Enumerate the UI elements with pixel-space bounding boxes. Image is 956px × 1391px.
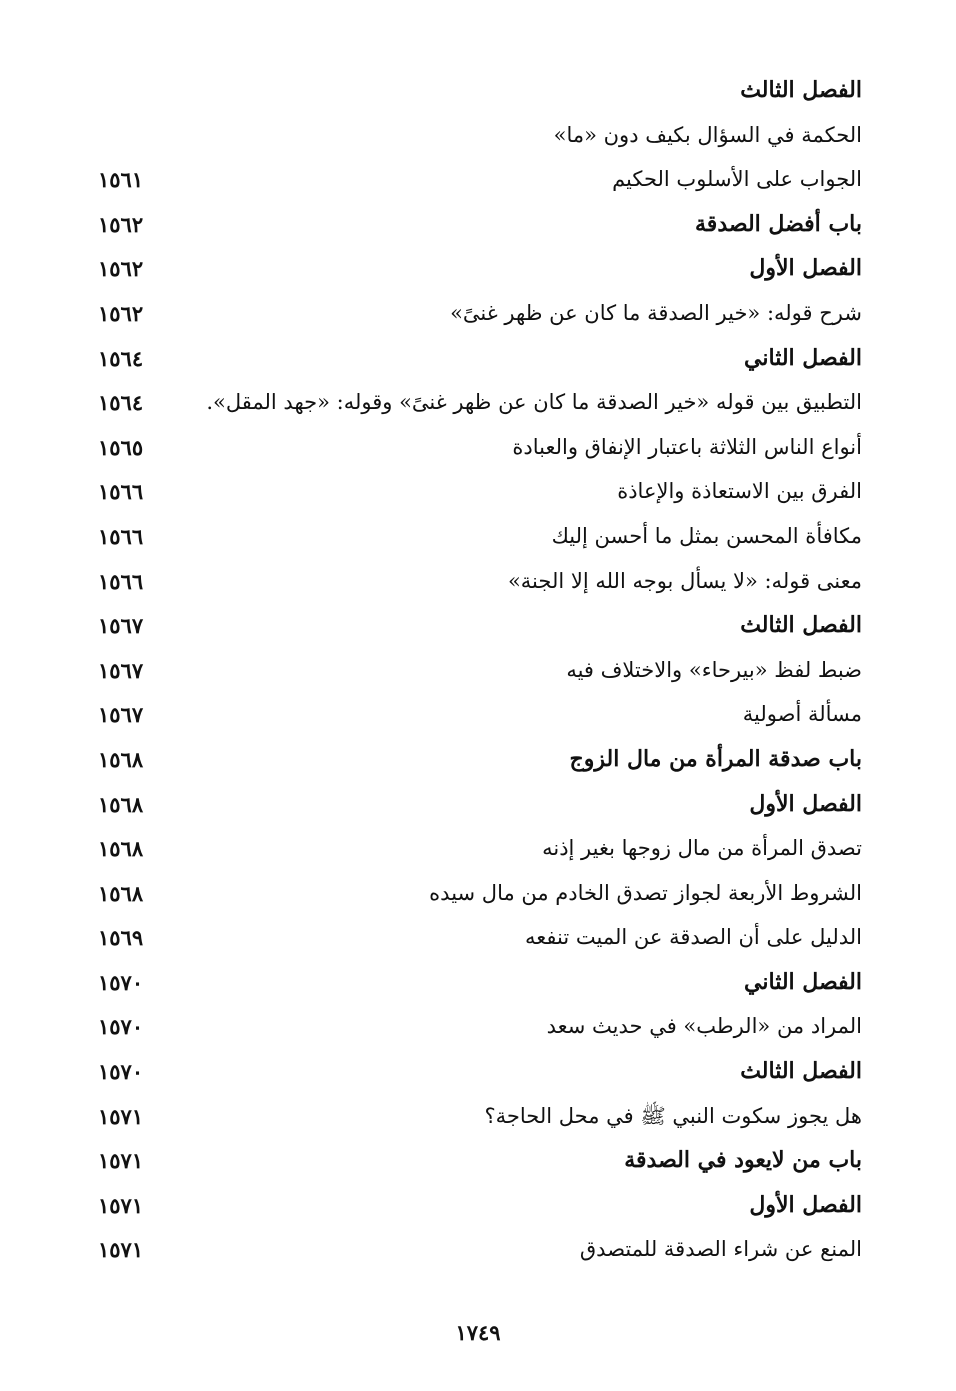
toc-entry-title: الشروط الأربعة لجواز تصدق الخادم من مال سيده <box>429 880 862 905</box>
toc-entry-row <box>96 829 866 874</box>
toc-entry-row <box>96 695 866 740</box>
toc-page-number: ١٥٦٦ <box>98 568 144 594</box>
toc-page-number: ١٥٦٢ <box>98 300 144 326</box>
toc-page-number: ١٥٧١ <box>98 1237 144 1263</box>
toc-entry-title: ضبط لفظ «بيرحاء» والاختلاف فيه <box>566 657 862 682</box>
toc-entry-title: تصدق المرأة من مال زوجها بغير إذنه <box>542 836 862 861</box>
toc-heading-title: الفصل الثالث <box>740 612 862 639</box>
table-of-contents <box>96 71 866 1275</box>
toc-page-number: ١٥٦٧ <box>98 613 144 639</box>
toc-heading-title: باب صدقة المرأة من مال الزوج <box>569 745 862 772</box>
toc-page-number: ١٥٦٧ <box>98 702 144 728</box>
toc-heading-row <box>96 249 866 294</box>
toc-entry-title: شرح قوله: «خير الصدقة ما كان عن ظهر غنىً» <box>450 300 862 325</box>
toc-heading-row <box>96 963 866 1008</box>
toc-heading-title: الفصل الثالث <box>740 1058 862 1085</box>
toc-entry-row <box>96 562 866 607</box>
toc-page-number: ١٥٦٢ <box>98 211 144 237</box>
toc-entry-title: أنواع الناس الثلاثة باعتبار الإنفاق والعبادة <box>512 434 862 459</box>
toc-page-number: ١٥٦١ <box>98 167 144 193</box>
toc-heading-title: باب من لايعود في الصدقة <box>624 1147 862 1174</box>
toc-entry-row <box>96 116 866 161</box>
toc-page-number: ١٥٦٨ <box>98 746 144 772</box>
toc-entry-title: مسألة أصولية <box>742 702 862 727</box>
page-number: ١٧٤٩ <box>455 1320 501 1345</box>
toc-entry-title: المراد من «الرطب» في حديث سعد <box>546 1014 862 1039</box>
toc-page-number: ١٥٧٠ <box>98 1014 144 1040</box>
toc-heading-row <box>96 785 866 830</box>
toc-entry-row <box>96 1007 866 1052</box>
toc-heading-title: الفصل الأول <box>749 1191 862 1218</box>
toc-page-number: ١٥٦٨ <box>98 791 144 817</box>
toc-page-number: ١٥٦٨ <box>98 836 144 862</box>
toc-heading-row <box>96 1052 866 1097</box>
toc-page-number: ١٥٦٥ <box>98 434 144 460</box>
toc-entry-row <box>96 651 866 696</box>
toc-entry-row <box>96 874 866 919</box>
toc-page-number: ١٥٧١ <box>98 1192 144 1218</box>
toc-page-number: ١٥٦٨ <box>98 880 144 906</box>
toc-page-number: ١٥٧١ <box>98 1148 144 1174</box>
toc-entry-title: الدليل على أن الصدقة عن الميت تنفعه <box>525 925 862 950</box>
toc-entry-row <box>96 472 866 517</box>
toc-entry-row <box>96 428 866 473</box>
toc-entry-row <box>96 294 866 339</box>
toc-entry-title: المنع عن شراء الصدقة للمتصدق <box>579 1237 862 1262</box>
toc-heading-title: الفصل الثاني <box>744 968 862 995</box>
toc-entry-title: الفرق بين الاستعاذة والإعاذة <box>617 479 862 504</box>
toc-heading-row <box>96 1186 866 1231</box>
toc-entry-row <box>96 918 866 963</box>
toc-heading-row <box>96 606 866 651</box>
toc-page-number: ١٥٦٦ <box>98 523 144 549</box>
toc-page-number: ١٥٦٤ <box>98 345 144 371</box>
toc-page-number: ١٥٦٤ <box>98 390 144 416</box>
toc-page-number: ١٥٦٩ <box>98 925 144 951</box>
toc-entry-title: معنى قوله: «لا يسأل بوجه الله إلا الجنة» <box>507 568 862 593</box>
toc-heading-row <box>96 71 866 116</box>
toc-heading-title: باب أفضل الصدقة <box>695 210 862 237</box>
toc-entry-title: الجواب على الأسلوب الحكيم <box>612 167 862 192</box>
toc-entry-title: مكافأة المحسن بمثل ما أحسن إليك <box>551 523 862 548</box>
toc-page-number: ١٥٧١ <box>98 1103 144 1129</box>
toc-entry-title: الحكمة في السؤال بكيف دون «ما» <box>553 122 862 147</box>
toc-heading-row <box>96 339 866 384</box>
toc-entry-row <box>96 1230 866 1275</box>
toc-page-number: ١٥٦٢ <box>98 256 144 282</box>
toc-heading-row <box>96 205 866 250</box>
toc-page-number: ١٥٦٦ <box>98 479 144 505</box>
toc-page-number: ١٥٦٧ <box>98 657 144 683</box>
toc-heading-title: الفصل الثالث <box>740 77 862 103</box>
toc-heading-row <box>96 1141 866 1186</box>
toc-heading-title: الفصل الثاني <box>744 344 862 371</box>
toc-page-number: ١٥٧٠ <box>98 969 144 995</box>
toc-heading-row <box>96 740 866 785</box>
toc-entry-title: التطبيق بين قوله «خير الصدقة ما كان عن ظهر غنىً» وقوله: «جهد المقل». <box>206 390 862 415</box>
toc-entry-row <box>96 1097 866 1142</box>
toc-heading-title: الفصل الأول <box>749 790 862 817</box>
toc-entry-title: هل يجوز سكوت النبي ﷺ في محل الحاجة؟ <box>484 1103 862 1128</box>
toc-page-number: ١٥٧٠ <box>98 1059 144 1085</box>
toc-entry-row <box>96 383 866 428</box>
toc-heading-title: الفصل الأول <box>749 255 862 282</box>
toc-entry-row <box>96 160 866 205</box>
toc-entry-row <box>96 517 866 562</box>
